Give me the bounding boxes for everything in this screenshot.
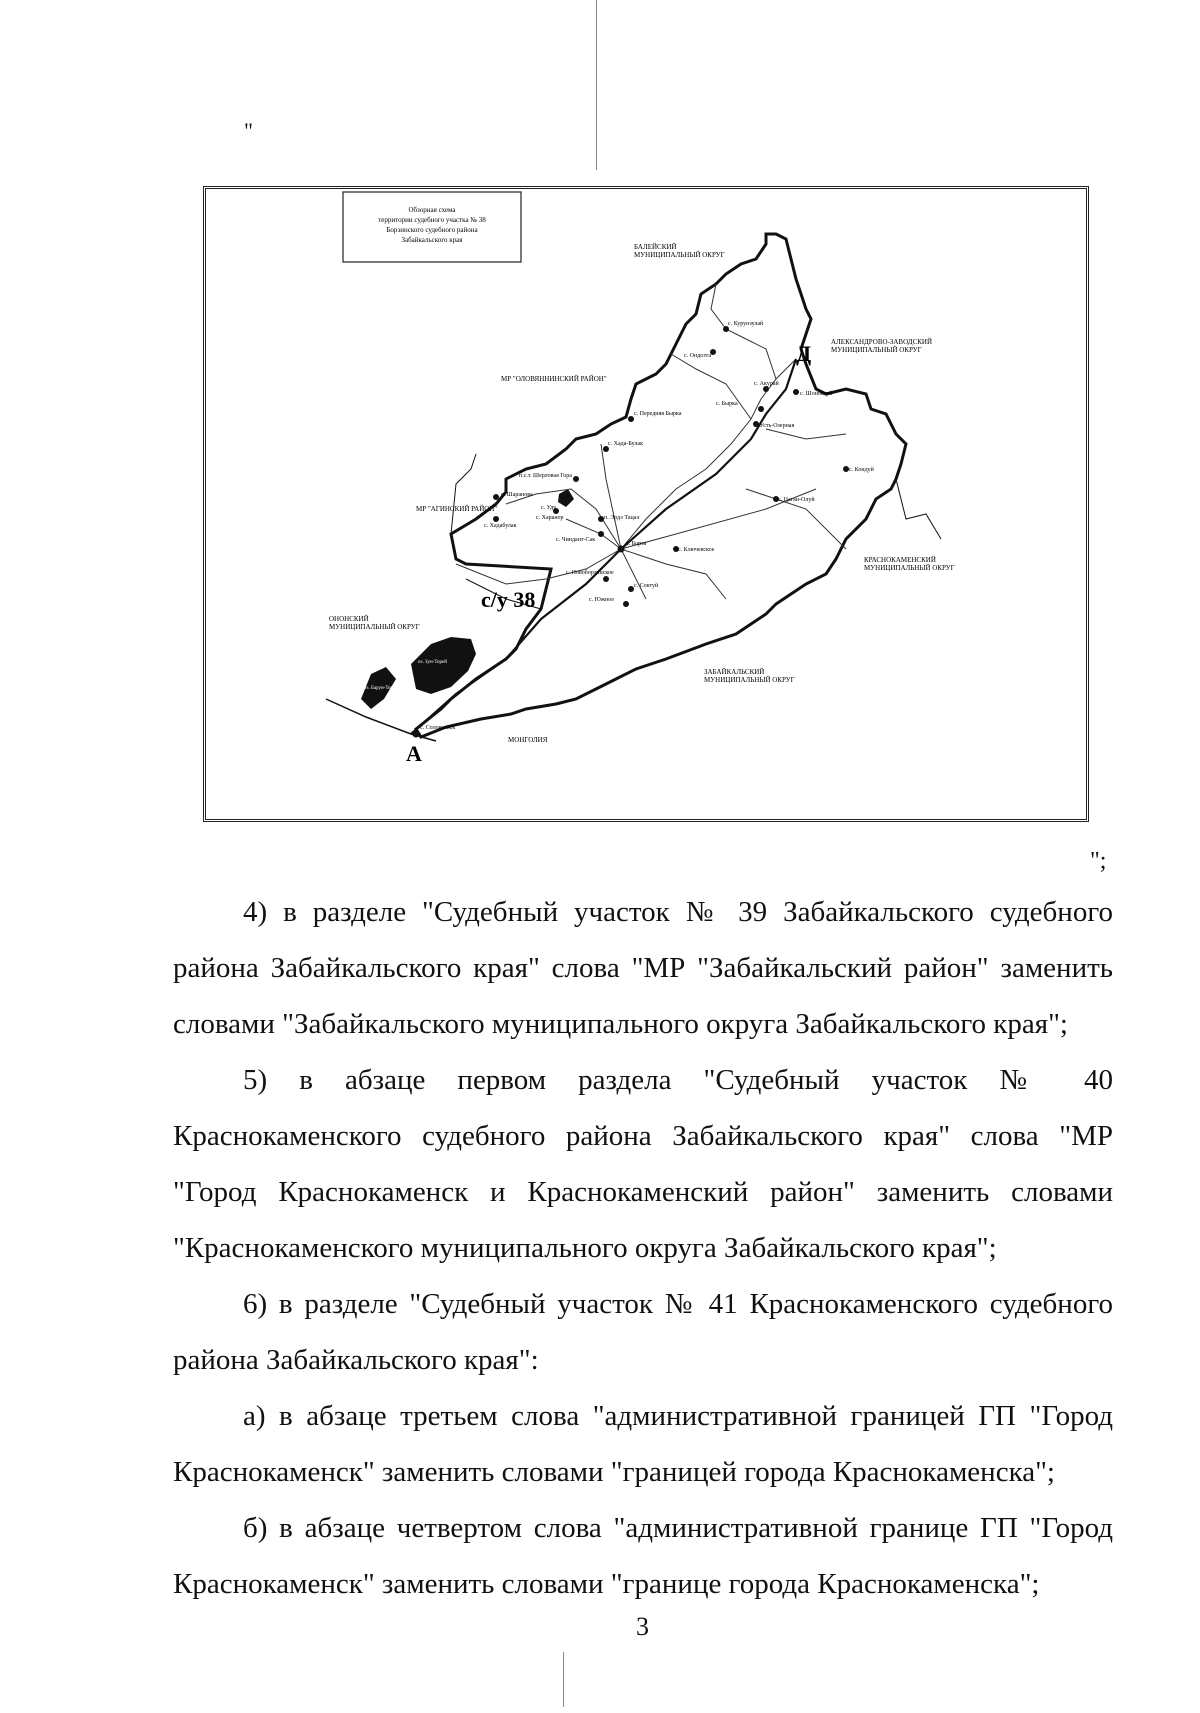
- settlement-label: с. Хада-Булак: [608, 441, 643, 447]
- settlement-label: оз. Зун-Торей: [418, 660, 447, 665]
- legend-line: Обзорная схема: [408, 206, 456, 214]
- map-figure: [203, 186, 1089, 822]
- map-legend: [343, 192, 521, 262]
- region-label: БАЛЕЙСКИЙ: [634, 243, 677, 251]
- point-a-label: А: [406, 741, 422, 766]
- page-number: 3: [636, 1612, 649, 1641]
- region-label: МУНИЦИПАЛЬНЫЙ ОКРУГ: [634, 251, 725, 259]
- settlement-label: с. Чиндант-Сак: [556, 537, 596, 543]
- paragraph: б) в абзаце четвертом слова "административной границе ГП "Город Краснокаменск" заменить словами "границе города Краснокаменска";: [173, 1512, 1113, 1600]
- settlement-label: с. Харанор: [536, 515, 564, 521]
- district-boundary: [416, 234, 906, 737]
- scan-artifact-line: [596, 0, 597, 170]
- settlement-label: с. Акурай: [754, 381, 779, 387]
- legend-line: Борзинского судебного района: [386, 226, 478, 234]
- settlement-label: с. Хадабулак: [484, 523, 517, 529]
- settlement-label: с. Уду: [541, 505, 557, 511]
- settlement-label: с. Курунзулай: [728, 321, 764, 327]
- settlement-label: с. Цаган-Олуй: [778, 497, 815, 503]
- settlement-label: с. Шоноктуй: [800, 391, 833, 397]
- region-label: МУНИЦИПАЛЬНЫЙ ОКРУГ: [831, 346, 922, 354]
- paragraph: 6) в разделе "Судебный участок № 41 Краснокаменского судебного района Забайкальского края":: [173, 1288, 1113, 1376]
- settlement-label: с. Южное: [589, 597, 614, 603]
- region-label: МР "АГИНСКИЙ РАЙОН": [416, 505, 498, 513]
- scan-artifact-line: [563, 1652, 564, 1707]
- opening-quote: ": [244, 118, 253, 143]
- point-d-label: Д: [796, 341, 812, 366]
- settlement-label: с. Соктуй: [634, 583, 659, 589]
- settlement-label: с. Новоборзинское: [566, 570, 614, 576]
- legend-line: Забайкальского края: [401, 236, 463, 244]
- paragraph: 4) в разделе "Судебный участок № 39 Забайкальского судебного района Забайкальского края" слова "МР "Забайкальский район" заменить словами "Забайкальского муниципального округа Забайкальского края";: [173, 896, 1113, 1040]
- settlement-label: с. Бырка: [716, 401, 738, 407]
- road-network: [456, 284, 846, 599]
- settlement-label: п. Эрдэ Тацал: [604, 515, 640, 521]
- region-label: МУНИЦИПАЛЬНЫЙ ОКРУГ: [704, 676, 795, 684]
- region-label: МУНИЦИПАЛЬНЫЙ ОКРУГ: [329, 623, 420, 631]
- region-label: ЗАБАЙКАЛЬСКИЙ: [704, 668, 765, 676]
- settlement-label: с. Ондозта: [684, 353, 711, 359]
- lake-small: [558, 489, 574, 507]
- neighbor-boundary: [896, 479, 941, 539]
- settlement-label: с. Кондуй: [849, 467, 874, 473]
- paragraph: 5) в абзаце первом раздела "Судебный участок № 40 Краснокаменского судебного района Забайкальского края" слова "МР "Город Краснокаменск и Краснокаменский район" заменить словами "Краснокаменского муниципального округа Забайкальского края";: [173, 1064, 1113, 1264]
- closing-quote: ";: [1090, 848, 1107, 874]
- settlement-label: с. Борзя: [626, 541, 647, 547]
- settlement-label: п.с.т. Шерловая Гора: [519, 473, 572, 479]
- area-label: с/у 38: [481, 587, 536, 612]
- region-label: МУНИЦИПАЛЬНЫЙ ОКРУГ: [864, 564, 955, 572]
- settlement-label: с. Передняя Бырка: [634, 411, 682, 417]
- settlement-label: оз. Барун-Торей: [364, 686, 398, 691]
- amendment-text: [173, 884, 1113, 1612]
- region-label: АЛЕКСАНДРОВО-ЗАВОДСКИЙ: [831, 338, 933, 346]
- settlement-label: с. Шаранова: [501, 492, 533, 498]
- region-label: ОНОНСКИЙ: [329, 615, 369, 623]
- settlement-label: с. Соловьевск: [420, 725, 456, 731]
- region-label: МОНГОЛИЯ: [508, 736, 548, 744]
- region-label: МР "ОЛОВЯННИНСКИЙ РАЙОН": [501, 375, 607, 383]
- settlement-label: с. Усть-Озерная: [754, 423, 795, 429]
- region-label: КРАСНОКАМЕНСКИЙ: [864, 556, 936, 564]
- legend-line: территории судебного участка № 38: [378, 216, 486, 224]
- settlement-label: с. Ключевское: [678, 547, 715, 553]
- paragraph: а) в абзаце третьем слова "административной границей ГП "Город Краснокаменск" заменить словами "границей города Краснокаменска";: [173, 1400, 1113, 1488]
